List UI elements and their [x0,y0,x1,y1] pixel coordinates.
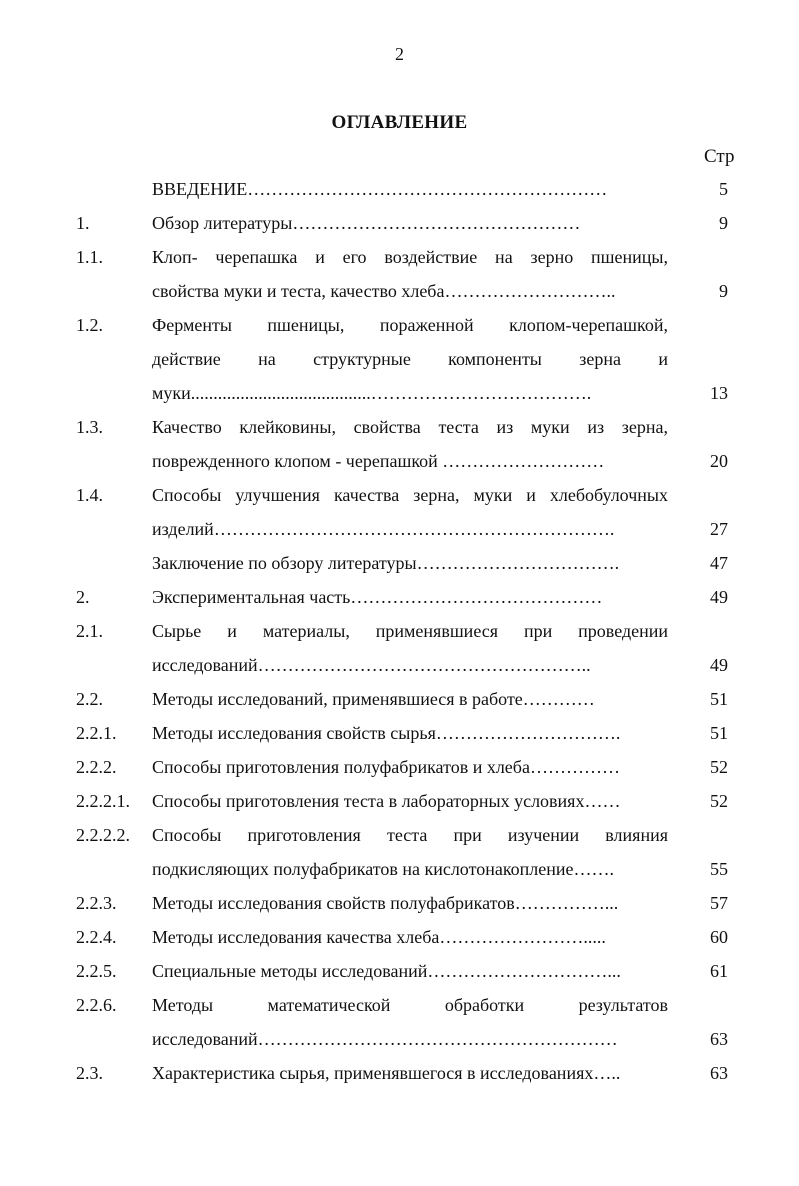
toc-entry-title-line: изделий…………………………………………………………. [152,519,615,539]
toc-entry-number: 1. [76,213,90,233]
toc-entry-page: 49 [710,587,728,607]
toc-entry-title-line: Способы приготовления теста в лабораторных условиях…… [152,791,621,811]
toc-entry-page: 13 [710,383,728,403]
toc-entry-number: 1.3. [76,417,103,437]
toc-entry-title [152,172,668,206]
toc-entry-page: 55 [710,859,728,879]
toc-entry-title [152,818,668,886]
toc-entry-title-line: Способы приготовления полуфабрикатов и хлеба…………… [152,757,620,777]
toc-entry-title [152,682,668,716]
toc-entry-page: 51 [710,723,728,743]
toc-entry-number: 2.2.5. [76,961,117,981]
toc-entry-number: 1.2. [76,315,103,335]
toc-entry-title-line: Методы математической обработки результатов [152,995,668,1015]
toc-entry-page: 5 [719,179,728,199]
toc-entry-title-line: Обзор литературы………………………………………… [152,213,581,233]
toc-entry-page: 52 [710,791,728,811]
toc-entry-title-line: ВВЕДЕНИЕ…………………………………………………… [152,179,608,199]
toc-entry-page: 60 [710,927,728,947]
toc-entry-page: 61 [710,961,728,981]
toc-entry-page: 49 [710,655,728,675]
toc-entry-title-line: Специальные методы исследований…………………………... [152,961,621,981]
toc-page-column-header: Стр [704,146,735,167]
toc-entry-title-line: Качество клейковины, свойства теста из муки из зерна, [152,417,668,437]
toc-entry-number: 2.2.2. [76,757,117,777]
toc-entry-title-line: Методы исследования свойств сырья…………………………. [152,723,621,743]
toc-entry-title [152,920,668,954]
toc-entry-page: 51 [710,689,728,709]
toc-entry-number: 2.2.1. [76,723,117,743]
toc-entry-title [152,308,668,410]
toc-entry-title-line: муки........................................………………………………. [152,383,592,403]
toc-entry-number: 1.4. [76,485,103,505]
toc-entry-title-line: свойства муки и теста, качество хлеба……………………….. [152,281,616,301]
toc-entry-title [152,580,668,614]
toc-entry-title-line: Методы исследования свойств полуфабрикатов……………... [152,893,619,913]
toc-entry-title-line: Заключение по обзору литературы……………………………. [152,553,620,573]
toc-entry-title [152,614,668,682]
toc-entry-title [152,546,668,580]
toc-entry-page: 20 [710,451,728,471]
toc-title: ОГЛАВЛЕНИЕ [331,112,468,133]
toc-entry-title [152,240,668,308]
toc-entry-number: 2.2.6. [76,995,117,1015]
toc-entry-title-line: поврежденного клопом - черепашкой ……………………… [152,451,605,471]
toc-entry-title [152,410,668,478]
toc-entry-title-line: исследований…………………………………………………… [152,1029,618,1049]
toc-entry-page: 63 [710,1063,728,1083]
toc-entry-page: 57 [710,893,728,913]
toc-entry-number: 2.2. [76,689,103,709]
toc-entry-title [152,886,668,920]
toc-entry-title [152,716,668,750]
toc-entry-title [152,478,668,546]
toc-entry-number: 2.2.2.1. [76,791,130,811]
toc-entry-title-line: Методы исследований, применявшиеся в работе………… [152,689,595,709]
toc-entry-title [152,954,668,988]
toc-entry-title-line: Сырье и материалы, применявшиеся при проведении [152,621,668,641]
toc-entry-title [152,750,668,784]
toc-entry-title-line: исследований……………………………………………….. [152,655,591,675]
toc-entry-number: 2.2.2.2. [76,825,130,845]
toc-entry-page: 9 [719,281,728,301]
toc-entry-title [152,784,668,818]
toc-entry-number: 2.2.4. [76,927,117,947]
toc-entry-page: 9 [719,213,728,233]
toc-entry-number: 2. [76,587,90,607]
toc-entry-title [152,988,668,1056]
toc-entry-title-line: подкисляющих полуфабрикатов на кислотонакопление……. [152,859,615,879]
toc-entry-page: 63 [710,1029,728,1049]
toc-entry-title-line: Способы улучшения качества зерна, муки и хлебобулочных [152,485,668,505]
toc-entry-title-line: Методы исследования качества хлеба……………………..... [152,927,606,947]
toc-entry-title [152,206,668,240]
toc-entry-title-line: Характеристика сырья, применявшегося в исследованиях….. [152,1063,621,1083]
toc-entry-page: 27 [710,519,728,539]
toc-entry-number: 2.2.3. [76,893,117,913]
toc-entry-title-line: Способы приготовления теста при изучении влияния [152,825,668,845]
toc-entry-page: 47 [710,553,728,573]
toc-entry-page: 52 [710,757,728,777]
toc-entry-title-line: Клоп- черепашка и его воздействие на зерно пшеницы, [152,247,668,267]
toc-entry-title-line: Ферменты пшеницы, пораженной клопом-черепашкой, [152,315,668,335]
toc-entry-title [152,1056,668,1090]
toc-entry-title-line: действие на структурные компоненты зерна и [152,349,668,369]
toc-entry-title-line: Экспериментальная часть…………………………………… [152,587,603,607]
toc-entry-number: 2.3. [76,1063,103,1083]
toc-entry-number: 1.1. [76,247,103,267]
page-number: 2 [395,44,404,64]
toc-entry-number: 2.1. [76,621,103,641]
